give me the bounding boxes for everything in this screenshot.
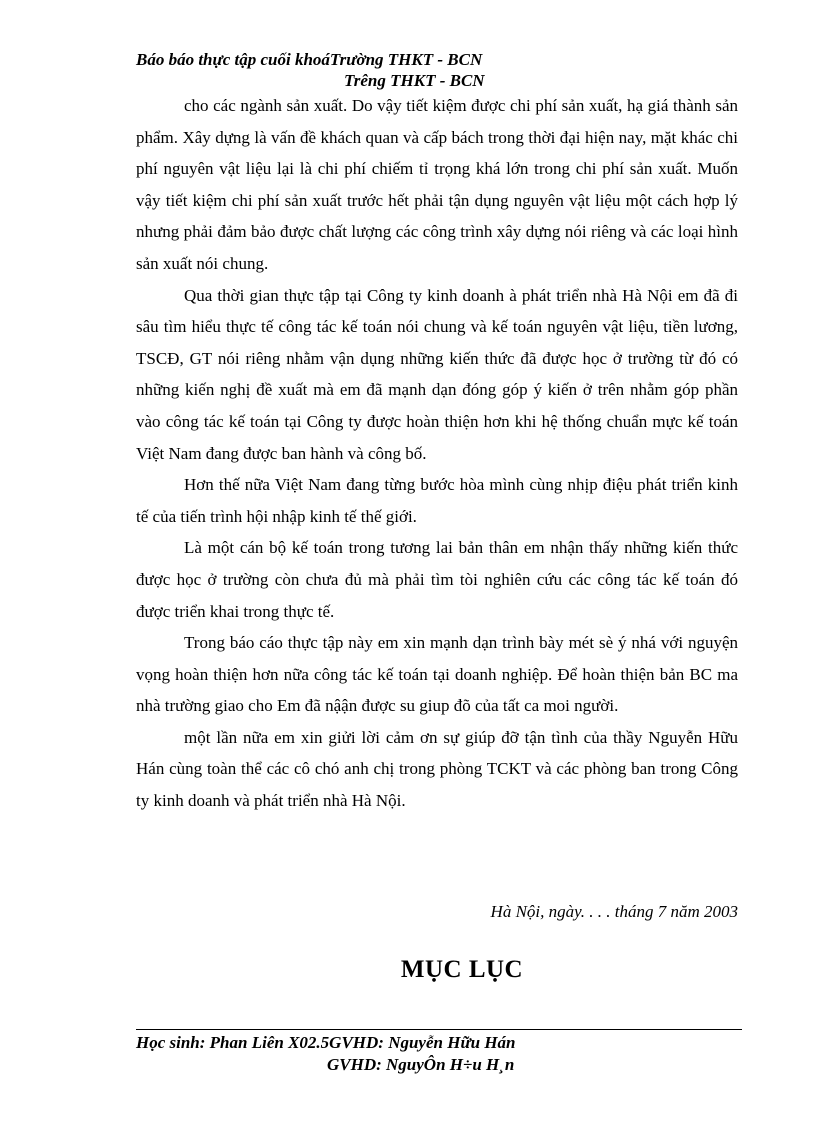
paragraph: Hơn thế nữa Việt Nam đang từng bước hòa mình cùng nhịp điệu phát triển kinh tế của tiến trình hội nhập kinh tế thế giới. [136, 475, 738, 526]
footer-divider [136, 1029, 742, 1030]
header-line-1: Báo báo thực tập cuối khoáTrường THKT - BCN [136, 50, 483, 69]
page-footer [136, 1032, 516, 1076]
document-body [136, 90, 738, 817]
paragraph: một lần nữa em xin giửi lời cảm ơn sự giúp đỡ tận tình của thầy Nguyễn Hữu Hán cùng toàn thể các cô chó anh chị trong phòng TCKT và các phòng ban trong Công ty kinh doanh và phát triển nhà Hà Nội. [136, 727, 738, 811]
toc-title: MỤC LỤC [400, 956, 524, 983]
page-header [136, 49, 485, 91]
paragraph: Trong báo cáo thực tập này em xin mạnh dạn trình bày mét sè ý nhá với nguyện vọng hoàn thiện hơn nữa công tác kế toán tại doanh nghiệp. Để hoàn thiện bản BC ma nhà trường giao cho Em đã nậận được su giup đõ của tất ca moi người. [136, 633, 738, 716]
footer-line-2: GVHD: NguyÔn H÷u H¸n [327, 1055, 515, 1074]
date-line: Hà Nội, ngày. . . . tháng 7 năm 2003 [490, 902, 738, 921]
paragraph: Là một cán bộ kế toán trong tương lai bản thân em nhận thấy những kiến thức được học ở trường còn chưa đủ mà phải tìm tòi nghiên cứu các công tác kế toán đó được triển khai trong thực tế. [136, 538, 738, 621]
footer-line-1: Học sinh: Phan Liên X02.5GVHD: Nguyễn Hữu Hán [136, 1033, 516, 1052]
paragraph: cho các ngành sản xuất. Do vậy tiết kiệm được chi phí sản xuất, hạ giá thành sản phẩm. Xây dựng là vấn đề khách quan và cấp bách trong thời đại hiện nay, mặt khác chi phí nguyên vật liệu lại là chi phí chiếm tỉ trọng khá lớn trong chi phí sản xuất. Muốn vậy tiết kiệm chi phí sản xuất trước hết phải tận dụng nguyên vật liệu một cách hợp lý nhưng phải đảm bảo được chất lượng các công trình xây dựng nói riêng và các loại hình sản xuất nói chung. [136, 96, 738, 273]
paragraph: Qua thời gian thực tập tại Công ty kinh doanh à phát triển nhà Hà Nội em đã đi sâu tìm hiểu thực tế công tác kế toán nói chung và kế toán nguyên vật liệu, tiền lương, TSCĐ, GT nói riêng nhằm vận dụng những kiến thức đã được học ở trường từ đó có những kiến nghị đề xuất mà em đã mạnh dạn đóng góp ý kiến ở trên nhằm góp phần vào công tác kế toán tại Công ty được hoàn thiện hơn khi hệ thống chuẩn mực kế toán Việt Nam đang được ban hành và công bố. [136, 285, 738, 463]
header-line-2: Trêng THKT - BCN [344, 71, 485, 90]
